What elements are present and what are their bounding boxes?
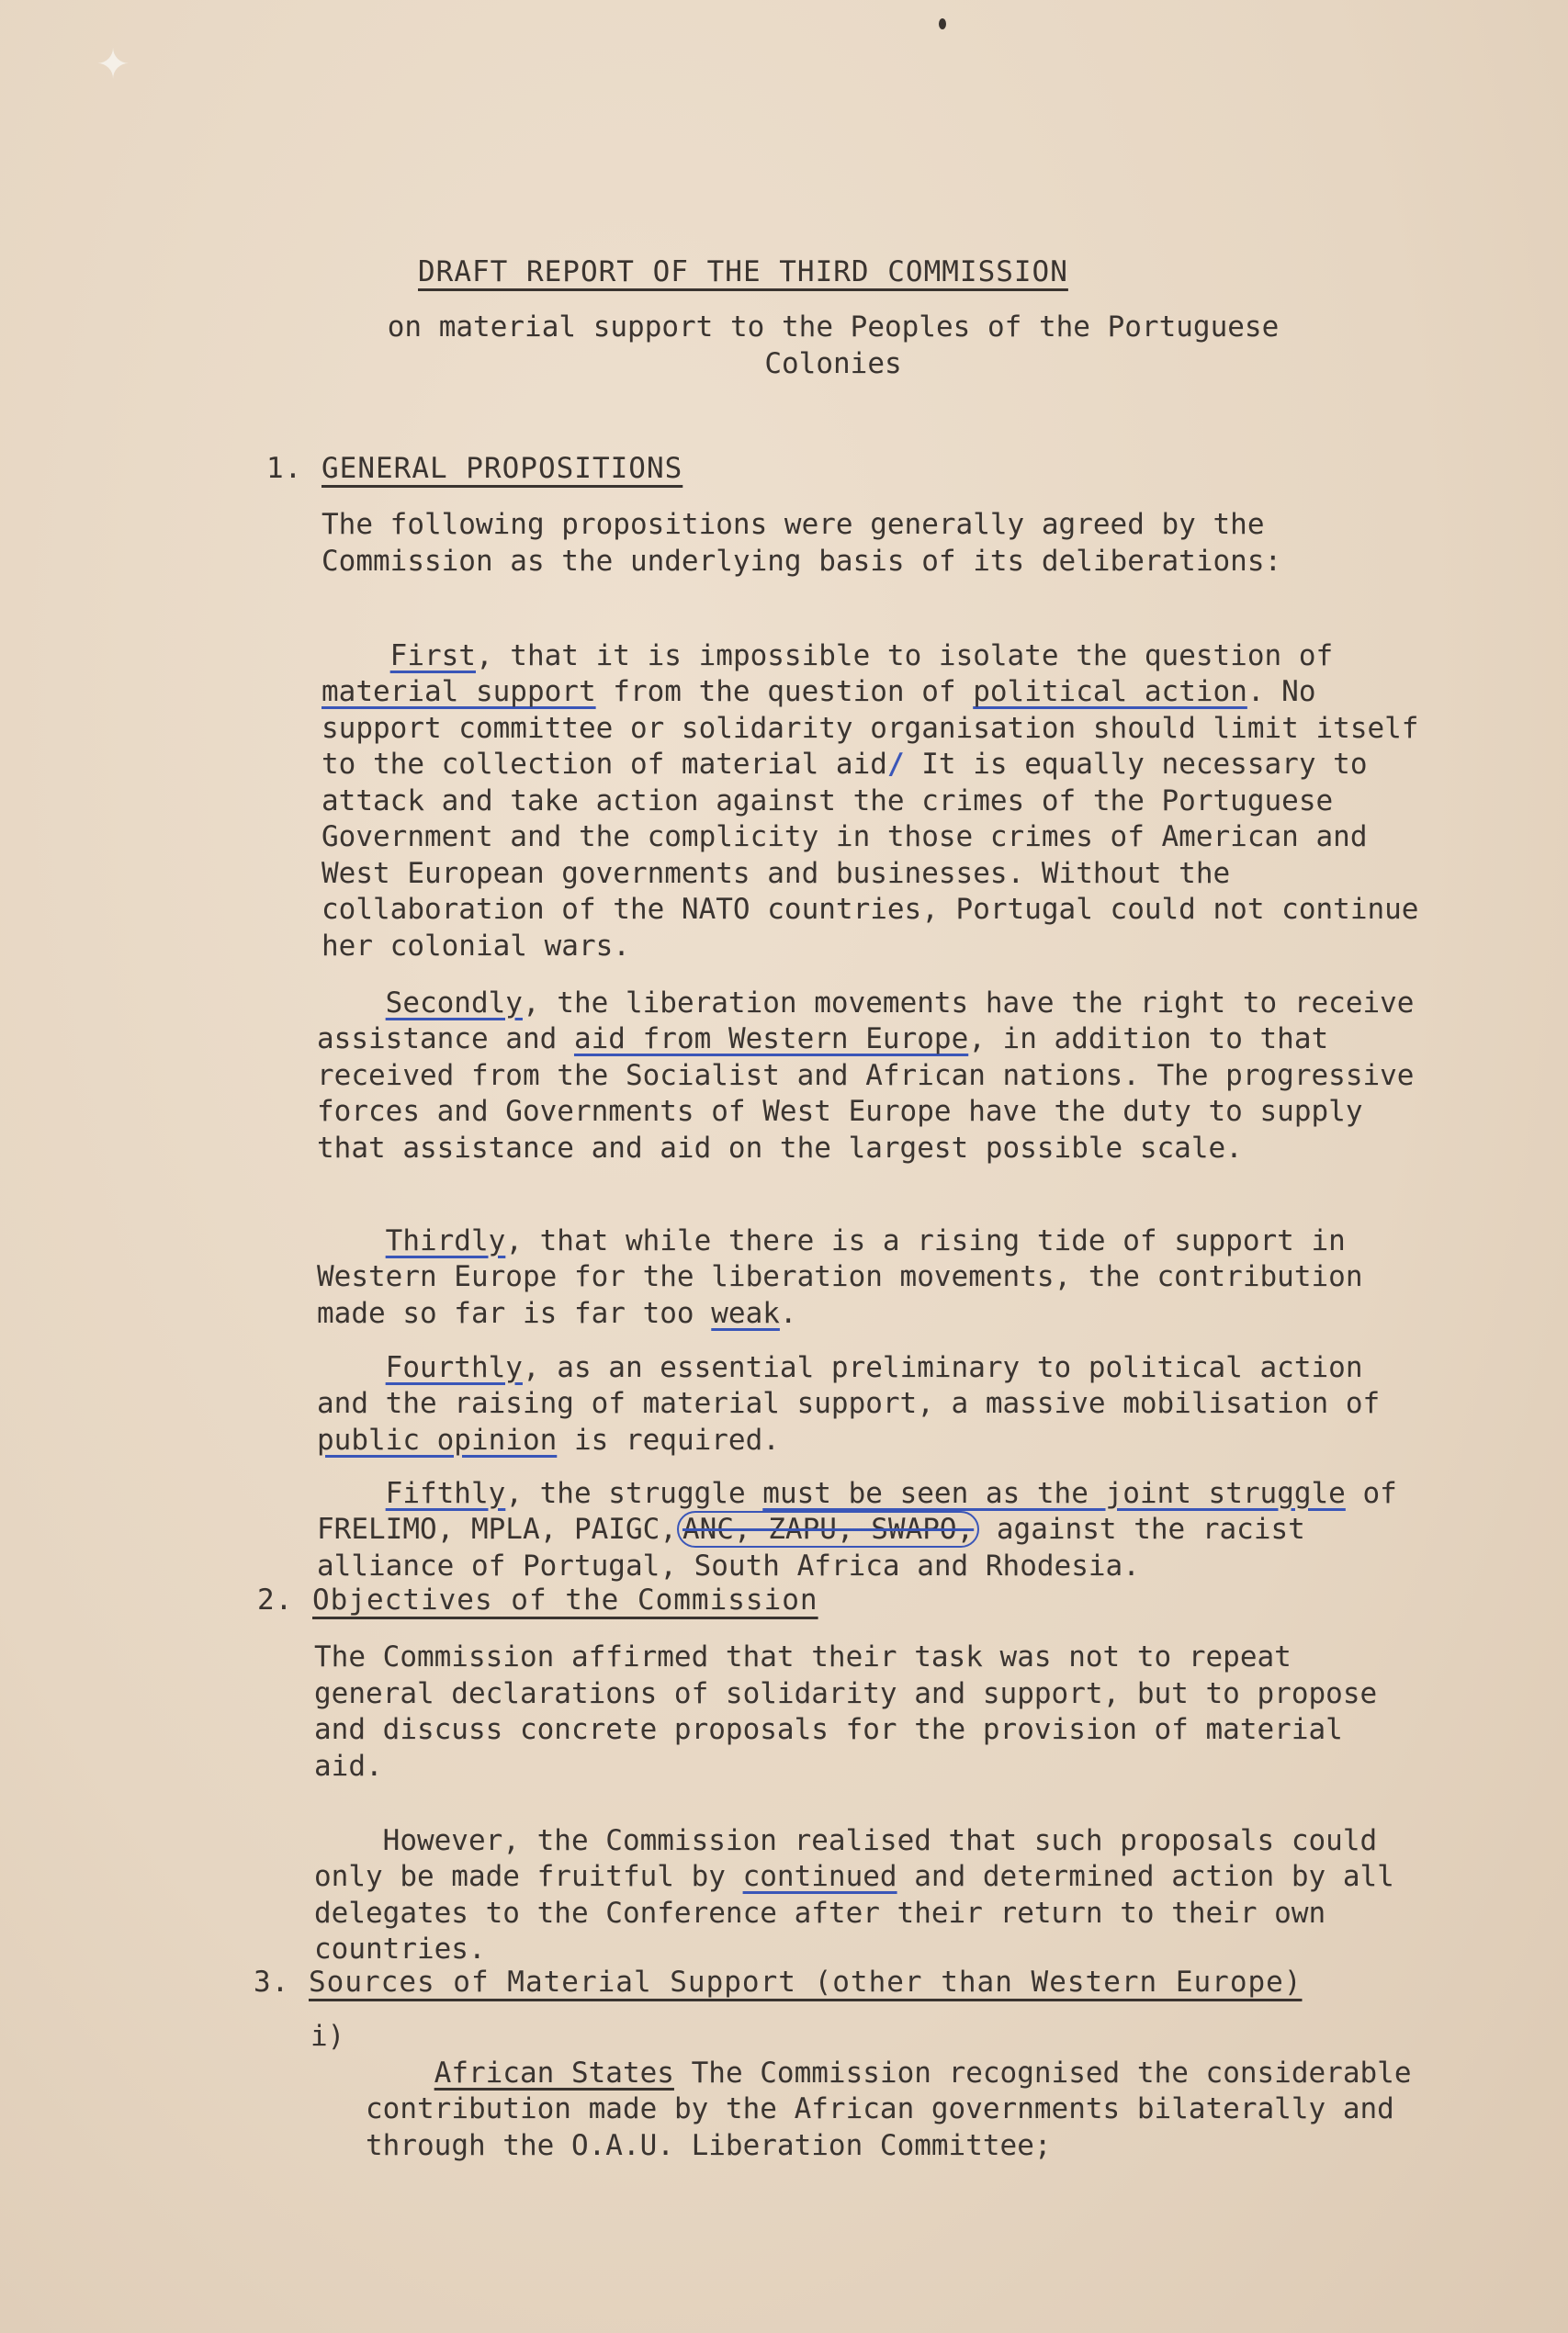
section-title: Objectives of the Commission: [312, 1584, 818, 1617]
item-number: i): [310, 2020, 345, 2053]
section-title: Sources of Material Support (other than Western Europe): [309, 1966, 1303, 1999]
point-text: . No support committee or solidarity organisation should limit itself to the collection of material aid: [321, 675, 1437, 781]
handwritten-slash: /: [886, 748, 905, 781]
point-text: , that it is impossible to isolate the question of: [475, 638, 1350, 672]
point-text: against the racist alliance of Portugal, South Africa and Rhodesia.: [317, 1513, 1323, 1583]
point-text: , in addition to that received from the Socialist and African nations. The progressive forces and Governments of West Europe have the duty to supply that assistance and aid on the largest possible scale.: [317, 1022, 1432, 1165]
point-text: , the struggle: [505, 1476, 763, 1510]
point-text: , as an essential preliminary to political action and the raising of material support, a massive mobilisation of: [317, 1350, 1397, 1420]
section-1-heading: [266, 452, 682, 485]
subtitle-line-2: Colonies: [764, 347, 902, 380]
point-text: , the liberation movements have the right to receive assistance and: [317, 986, 1432, 1055]
section-2-para-1: The Commission affirmed that their task was not to repeat general declarations of solidarity and support, but to propose and discuss concrete proposals for the provision of material aid.: [314, 1640, 1394, 1783]
point-lead: Fourthly: [385, 1350, 523, 1384]
point-secondly: [317, 949, 1432, 1203]
item-lead: African States: [434, 2056, 674, 2090]
section-number: 1.: [266, 452, 303, 485]
point-text: of FRELIMO, MPLA, PAIGC,: [317, 1476, 1415, 1546]
point-text: It is equally necessary to attack and take action against the crimes of the Portuguese Government and the complicity in those crimes of American and West European governments and businesses. Without the collaboration of the NATO countries, Portugal could not continue her colonial wars.: [321, 748, 1437, 963]
point-lead: Fifthly: [385, 1476, 506, 1510]
section-2-heading: [257, 1584, 818, 1617]
item-text: The Commission recognised the considerable contribution made by the African governments bilaterally and through the O.A.U. Liberation Committee;: [366, 2056, 1429, 2162]
section-number: 2.: [257, 1584, 294, 1617]
point-text: from the question of: [595, 675, 974, 708]
point-text: .: [779, 1296, 797, 1330]
point-lead: First: [389, 638, 476, 672]
point-emphasis: public opinion: [317, 1423, 558, 1457]
struck-out-text: ANC, ZAPU, SWAPO,: [677, 1511, 979, 1548]
point-text: , that while there is a rising tide of support in Western Europe for the liberation movements, the contribution made so far is far too: [317, 1223, 1381, 1330]
point-emphasis: must be seen as the joint struggle: [762, 1476, 1346, 1510]
point-first: [321, 602, 1437, 1001]
paper-speck: ✦: [96, 28, 130, 92]
document-title: DRAFT REPORT OF THE THIRD COMMISSION: [418, 255, 1068, 288]
para-emphasis: continued: [742, 1860, 897, 1893]
point-emphasis: political action: [973, 675, 1247, 708]
point-lead: Thirdly: [385, 1223, 506, 1257]
point-lead: Secondly: [385, 986, 523, 1020]
ink-dot: [939, 18, 946, 29]
section-3-item-1: [366, 2019, 1431, 2201]
document-subtitle: [342, 309, 1325, 382]
point-emphasis: material support: [321, 675, 596, 708]
section-number: 3.: [254, 1966, 290, 1999]
section-3-heading: [254, 1966, 1303, 1999]
para-text: However, the Commission realised that such proposals could only be made fruitful by: [314, 1823, 1394, 1893]
section-1-intro: The following propositions were generally agreed by the Commission as the underlying basis of its deliberations:: [321, 508, 1282, 578]
subtitle-line-1: on material support to the Peoples of the Portuguese: [387, 310, 1280, 344]
point-emphasis: weak: [711, 1296, 780, 1330]
para-text: and determined action by all delegates to the Conference after their return to their own countries.: [314, 1860, 1412, 1966]
point-emphasis: aid from Western Europe: [573, 1022, 969, 1055]
section-title: GENERAL PROPOSITIONS: [321, 452, 683, 485]
point-text: is required.: [557, 1423, 780, 1457]
